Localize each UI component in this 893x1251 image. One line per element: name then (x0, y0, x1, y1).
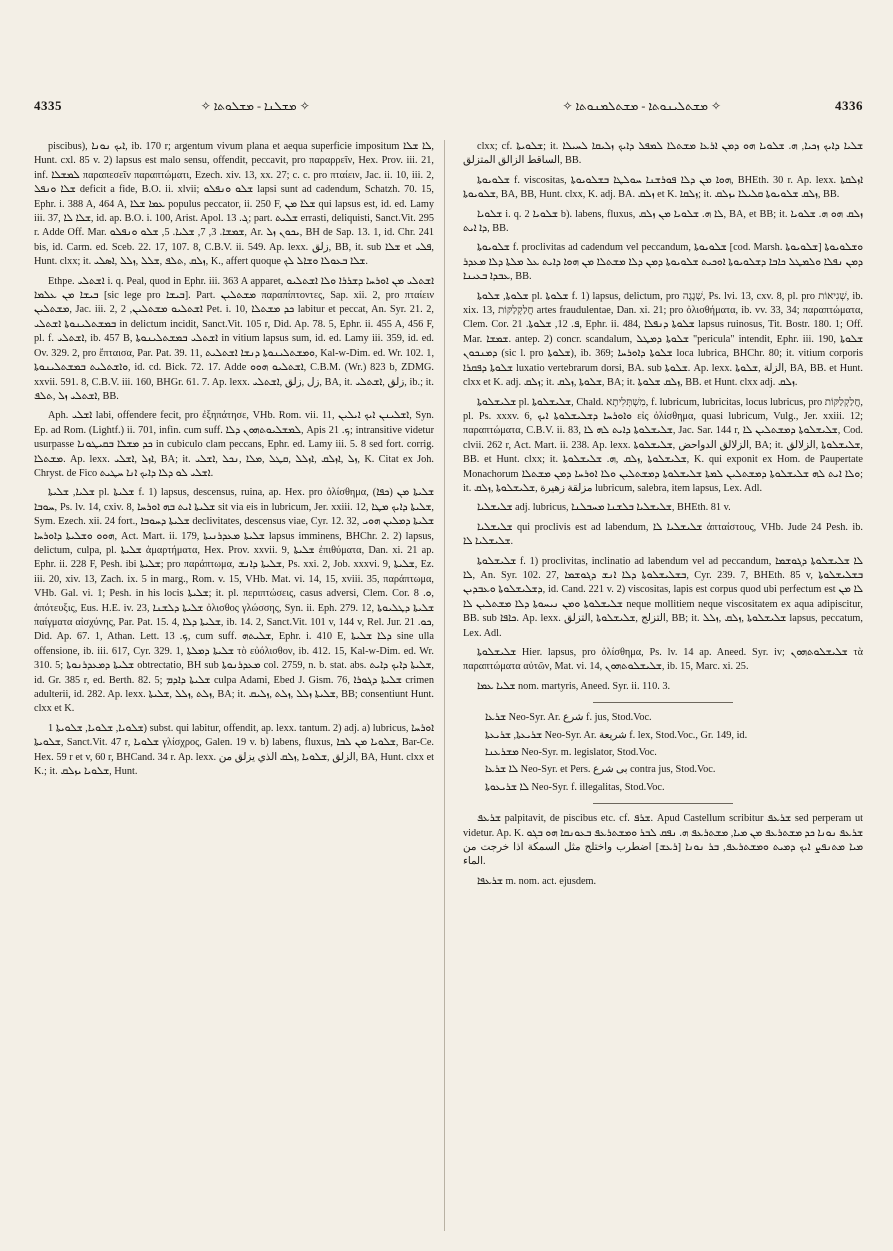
entry-paragraph: ܫܠܝܫܠܘܬܐ Hier. lapsus, pro ὀλίσθημα, Ps. lv. 14 ap. Aneed. Syr. iv; ܫܠܝܫܠܘܬܗܘܢ τὰ παραπτώματα αὐτῶν, Mat. vi. 14, ܫܠܝܫܠܘܬܗܘܢ, ib. 15, Marc. xi. 25. (463, 647, 863, 673)
two-column-body (34, 140, 863, 1231)
entry-paragraph: ܫܠܝܐ ܥܡܐ nom. martyris, Aneed. Syr. ii. 110. 3. (477, 680, 671, 692)
entry-paragraph: ܫܪܥܦܐ m. nom. act. ejusdem. (477, 875, 597, 887)
neo-syriac-entry: ܡܫܪܥܢܐ Neo-Syr. m. legislator, Stod.Voc. (485, 747, 657, 759)
entry-paragraph: ܫܪܥܦ palpitavit, de piscibus etc. cf. ܫܪܦ. Apud Castellum scribitur ܫܪܥܦ sed perperam ut videtur. Ap. K. ܫܪܥܦ ܢܘܢܐ ܟܕ ܡܫܬܪܥܦ ܡܢ ܡܝܐ, ܡܫܬܪܥܦ ܗ. ܢܦܩ ܠܒܪ ܘܡܫܬܪܥܦ ܒܥܘܢܩܐ ܗܘ ܒܓܘ ܡܝܐ ܡܬܢܦܨ ܐܝܟ ܕܡܝܬ ܘܡܫܬܪܥܦ, ܒܪ ܢܘܢܐ [ܪܥܫ] اضطرب واختلج مثل السمكة اذا خرجت من الماء. (463, 813, 863, 868)
left-page-number: 4335 (34, 98, 62, 113)
entry-paragraph: Aph. ܐܫܠܝ labi, offendere fecit, pro ἐξηπάτησε, VHb. Rom. vii. 11, ܐܫܠܝܢܢ ܐܝܟ ܐܝܠܝܢ, Syn. Ep. ad Rom. (Lightf.) ii. 701, infin. cum suff. ܠܡܫܠܝܘܬܗܘܢ ܕܠܐ, Apis ܟ. 21; intransitive videtur usurpasse ܟܕ ܡܫܠܐ ܒܩܝܛܘܢܐ in cubiculo clam peccans, Ephr. ed. Lamy iii. 5. 8 sed fort. corrig. ܡܫܬܠܐ. Ap. lexx. ܐܙܠ ,ܐܫܠܝ, BA; it. ܙܠ ,ܐܙܠܩ ,ܐܙܠܠ ,ܩܛܠ ,ܡܠܐ ,ܢܟܠ ,ܐܫܠܝ, K. Citat ex Joh. Chryst. de Fico ܐܫܠܝ ܠܘ ܕܠܐ ܕܐܝܟ ܐܢܐ ܚܛܝܬ. (34, 410, 434, 479)
entry-paragraph: ܫܠܘܝܘܬܐ f. proclivitas ad cadendum vel peccandum, ܫܠܘܝܘܬܐ [cod. Marsh. ܫܠܘܝܘܬܐ] ܘܫܠܘܝܘܬܐ ܕܡܢ ܢܦܠܐ ܘܠܡܛܠ ܟܐܒܐ ܕܫܠܘܝܘܬܐ ܐܘܟܝܬ ܫܠܘܝܘܬܐ ܕܡܢ ܕܠܐ ܡܫܬܠܐ ܡܢ ܗܘܐ ܕܐܝܬ ܥܠ ܡܠܬܐ ܕܠܐ ܡܥܕܪ ܥܒܕܐ ܒܥܝܢܐ, BB. (463, 242, 863, 283)
entry-paragraph: Ethpe. ܐܫܬܠܝ i. q. Peal, quod in Ephr. iii. 363 A apparet, ܐܫܬܠܝ ܡܢ ܐܘܪܚܐ ܕܫܪܪܐ ܘܠܐ ܐܫܬܠܝܘ ܒܝܫܐ ܡܢ ܥܠܡܐ [sic lege pro ܒܝܫܐ]. Part. ܡܫܬܠܝܢ παραπίπτοντες, Sap. xii. 2, pro πταίειν ܡܫܬܠܝܢ, Jac. iii. 2, ܐܫܬܠܝܘ ܡܫܬܠܝܢ, 2 Pet. i. 10, ܟܕ ܡܫܬܠܐ labitur et peccat, An. Syr. 21. 2, ܒܡܫܬܠܝܢܘܬܐ ܐܫܬܠܝ in delictum incidit, Sanct.Vit. 105 r, Did. Ap. 78. 5, Ephr. ii. 455 A, 456 F, pl. f. ܐܫܬܠܝ, ib. 457 B, ܐܫܬܠܝ ܒܡܫܬܠܝܢܘܬܐ in vitium lapsus sum, id. ed. Lamy iii. 359, id. ed. Ov. 329. 2, pro ἔπταισα, Par. Pat. 39. 11, ܘܡܫܬܠܝܢܘܬܐ ܕܢܫܐ ܐܫܬܠܝܬ, Kal-w-Dim. ed. Wr. 102. 1, ܘܐܫܬܠܝܬ ܒܡܫܬܠܝܢܘܬܐ, id. cd. Bick. 72. 17. Adde ܐܫܬܠܝܘ ܗܘܘ, C.B.M. (Wr.) 823 b, ZDMG. xxvii. 591. 8, C.B.V. iii. 160, BHGr. 61. 7. Ap. lexx. زل ,زلق ,ܐܫܬܠܝ, BA, it. زلق ,ܐܫܬܠܝ, ib.; it. ܐܫܬܠܝ ܙܠ ,ܬܠܦ, BB. (34, 275, 435, 402)
entry-paragraph: ܫܠܝܐ, ܫܠܝܬܐ pl. ܫܠܝܬܐ f. 1) lapsus, descensus, ruina, ap. Hex. pro ὀλίσθημα, (ܟܦܐ) ܫܠܝܬܐ ܡܢ ܚܘܒܐ, Ps. lv. 14, cxiv. 8, ܫܠܝܬܐ ܐܝܬ ܒܗ ܐܘܪܚܐ sit via eis in lubricum, Jer. xxiii. 12, ܫܠܝܬܐ ܕܐܝܟ ܡܛܐ, Sym. Ezech. xii. 24 fort., ܫܠܝܬܐ ܕܚܘܒܐ declivitates, descensus viae, Cyr. 12. 32, ܫܠܝܬܐ ܕܡܠܝܢ ܗܘܝ ܗܘܘ ܘܫܠܝܬܐ ܕܐܘܪܚܐ, Act. Mart. ii. 179, ܫܠܝܬܐ ܡܥܕܪܢܝܬܐ lapsus imminens, BHChr. 2. 2) lapsus, delictum, culpa, pl. ܫܠܝܬܐ ἁμαρτήματα, Hex. Prov. xxvii. 9, ܫܠܝܬܐ ἐπιθύματα, Dan. xi. 21 ap. Ephr. ii. 228 F, Pesh. ibi ܫܠܝܬܐ; pro παράπτωμα, ܫܠܝܬܐ ܕܐܢܫ, Ps. xxi. 2, Job. xxxvi. 9, ܫܠܝܬܐ, Ez. iii. 20, xiv. 13, Zach. ix. 5 in marg., Rom. v. 15, VHb. Mat. vi. 14, 15, xviii. 35, παράπτωμα, VHb. Gal. vi. 1; Pesh. in his locis ܫܠܝܬܐ; it. pl. περιπτώσεις, casus adversi, Clem. Cor. ܘ. 8, ἀπότευξις, Eus. H.E. iv. 23, ܫܠܝܬܐ ܕܠܫܢܐ ὀλισθος γλώσσης, Syn. ii. Eph. 279. 12, ܫܠܝܬܐ ܕܛܠܝܘܬܐ παίγματα αἰσχύνης, Par. Pat. 15. 4, ܫܠܝܬܐ ܕܠܐ, ib. 14. 2, Sanct.Vit. 101 v, 144 v, Rel. Jur. ܟܘ. 21, Did. Ap. 67. 1, Athan. Lett. ܟ. 13, cum suff. ܫܠܝܬܗ, Ephr. i. 410 E, ܕܠܐ ܫܠܝܬܐ sine ulla offensione, ib. iii. 617, Cyr. 329. 1, ܫܠܝܬܐ ܕܡܠܬܐ τὸ εὐόλισθον, ib. 412. 15, Kal-w-Dim. ed. Wr. 310. 5; ܫܠܝܬܐ ܕܡܥܕܪܢܘܬܐ obtrectatio, BH sub ܡܥܕܪܢܘܬܐ col. 2759, n. b. stat. abs. ܫܠܝܬܐ ܕܐܝܟ ܕܐܝܬ, id. Gr. 385 r, ed. Berth. 82. 5; ܫܠܝܬܐ ܕܐܕܡ culpa Adami, Ebed J. Gism. 76, ܫܠܝܬܐ ܕܓܘܪܐ crimen adulterii, id. 282. Ap. lexx. ܙܠܬ ,ܙܠܠ ,ܫܠܝܬܐ, BA; it. ܫܠܝܬܐ ܙܠܠ ,ܙܠܬ ,ܙܠܝܩ, BB; consentiunt Hunt. clxx et K. (34, 487, 435, 715)
entry-paragraph: piscibus), ܐܝܟ ܢܘܢܐ, ib. 170 r; argentum vivum plana et aequa superficie impositum ܠܐ ܫܠܐ, Hunt. cxl. 85 v. 2) lapsus est malo sensu, offendit, peccavit, pro παραρρεῖν, Hex. Prov. iii. 21, inf. ܠܡܫܠܐ παραπεσεῖν παραπτώματι, Ezech. xiv. 13, xx. 27; c. c. pro πταίειν, Jac. ii. 10, iii. 2, ܫܠܐ ܘܢܦܠ deficit a fide, B.O. ii. xlvii; ܫܠܘ ܘܢܦܠܘ lapsi sunt ad cadendum, Schatzh. 70. 15, Ephr. i. 388 A, 464 A, ܥܡܐ ܫܠܐ populus peccator, ii. 250 F, ܫܠܐ ܡܢ qui lapsus est, id. ed. Lamy iii. 37, ܫܠܐ ܠܐ, id. ap. B.O. i. 100, Arist. Apol. ܓ. 13; part. ܫܠܝܬ errasti, deliquisti, Sanct.Vit. 295 r. Adde Off. Mar. ܫܡܫܐ. 3, 7, ܫܠܝܐ. 5, ܫܠܘ ܘܢܦܠܘ, Ar. ܝܟܘܢ ܙܠ, BH de Sap. 13. 1, id. Chr. 241 bis, id. Carm. ed. Sceb. 22. 17, 107. 8, C.B.V. ii. 549. Ap. lexx. زلق, BB, it. sub ܫܠܐ et ܦܠܝ, Hunt. clxx; it. ܙܠܩ ,ܬܠܦ ,ܫܠܠ ,ܙܠܠ ,ܐܣܠܝ, K., affert quoque ܫܠܐ ܒܥܘܠܐ ܘܫܐܠ ܠܟ. (34, 141, 435, 268)
neo-syriac-section (463, 711, 863, 795)
neo-syriac-entry: ܠܐ ܫܪܥܐ Neo-Syr. et Pers. بی شرع contra jus, Stod.Voc. (485, 764, 716, 776)
entry-paragraph: ܫܠܝܫܠܘܬܐ f. 1) proclivitas, inclinatio ad labendum vel ad peccandum, ܠܐ ܫܠܝܫܠܘܬܐ ܕܓܘܫܡܐ ܠܐ, An. Syr. 102. 27, ܒܫܠܝܫܠܘܬܐ ܕܠܐ ܐܢܫ ܕܓܘܫܡܐ, Cyr. 239. 7, BHEth. 85 v, ܒܫܠܝܫܠܘܬܐ ܕܫܠܝܫܠܘܬܐ ܘܥܒܕܝܢ, id. Cand. 221 v. 2) viscositas, lapis est corpus quod ubi perfectum est ܠܐ ܡܢ ܫܠܝܫܠܘܬܐ ܘܡܢ ܢܝܚܘܬܐ ܕܠܐ ܡܫܬܠܝܢ ܠܐ neque mollitiem neque viscositatem ex aqua adipiscitur, BB. sub ܟܐܦܐ. Ap. lexx. التزلج ,ܫܠܝܫܠܘܬܐ ,التزلق, BB; it. ܫܠܝܫܠܘܬܐ ,ܙܠܩ ,ܙܠܠ lapsus, peccatum, Lex. Adl. (463, 555, 863, 639)
entry-paragraph: clxx; cf. ܫܠܘܝܬܐ; it. ܫܠܝܐ ܕܐܝܟ ܙܟܝܐ, ܗ. ܫܠܘܝܐ ܗܘ ܕܡܢ ܐܪܥܐ ܡܫܬܠܐ ܠܡܦܠ ܕܐܝܟ ܙܠܝܩܐ ܠܚܝܠܐ الساقط الزالق المتزلق, BB. (463, 141, 863, 167)
left-column (34, 140, 445, 1231)
entry-paragraph: ܫܠܘܬܐ, ܫܠܘܬܐ pl. ܫܠܘܬܐ f. 1) lapsus, delictum, pro שְׁגָגָה, Ps. lvi. 13, cxv. 8, pl. pro שְׁגִיאוֹת, ib. xix. 13, חֲלַקְלַקּוֹת artes fraudulentae, Dan. xi. 21; pro ὀλισθήματα, ib. vv. 33, 34; παραπτώματα, Clem. Cor. ܦ. 12, ܫܠܘܬܐ. 21, Ephr. ii. 484, ܫܠܘܬܐ ܕܢܦܠܐ lapsus ruinosus, Tit. Bostr. 180. 1; Off. Mar. ܫܡܫܐ. antep. 2) concr. scandalum, ܫܠܘܬܐ ܕܡܛܠ "pericula" intendit, Ephr. iii. 190, ܫܠܘܬܐ ܕܡܢܟܘܢ (sic l. pro ܫܠܘܬܐ), ib. 369; ܫܠܘܬܐ ܕܐܘܪܚܐ loca lubrica, BHChr. 80; it. vitium corporis ܫܠܘܬܐ ܕܦܩܪܐ luxatio vertebrarum dorsi, BA. sub ܫܠܘܬܐ. Ap. lexx. الزلة ,ܫܠܘܬܐ, BA, BB. et Hunt. clxx et K. adj. ܙܠܩ; it. ܫܠܘܬܐ ,ܙܠܩ, BA; it. ܙܠܩ ܫܠܘܬܐ, BB. et Hunt. clxx adj. ܙܠܩ. (463, 290, 863, 389)
right-page-number: 4336 (835, 98, 863, 113)
neo-syriac-entry: ܫܪܥܐ Neo-Syr. Ar. شرع f. jus, Stod.Voc. (485, 712, 652, 724)
entry-paragraph: ܫܠܝܫܠܝܐ adj. lubricus, ܫܠܝܫܠܝܐ ܒܠܫܢܐ ܡܚܒܠܢܐ, BHEth. 81 v. (477, 502, 731, 514)
entry-paragraph: ܫܠܝܫܠܝܐ qui proclivis est ad labendum, ܫܠܝܫܠܝܐ ܠܐ ἀπταίστους, VHb. Jude 24 Pesh. ib. ܫܠܝܫܠܝܐ ܠܐ. (463, 521, 863, 548)
left-running-title: ✧ ܡܫܠܢܐ - ܡܫܠܘܬܐ ✧ (200, 98, 310, 113)
entry-paragraph: ܫܠܘܝܐ i. q. ܫܠܘܝܐ 2 b). labens, fluxus, ܠܐ ܗ. ܫܠܘܝܐ ܡܢ ܙܠܩ, BA, et BB; it. ܙܠܩ ܗܘ ܗ. ܫܠܘܝܐ ܕܐ ܐܝܬ, BB. (463, 208, 863, 235)
right-column (463, 140, 863, 1231)
section-divider (593, 803, 733, 804)
section-divider (593, 702, 733, 703)
neo-syriac-entry: ܫܪܝܥܬܐ, ܫܪܝܥܬܐ Neo-Syr. Ar. شريعة f. lex, Stod.Voc., Gr. 149, id. (485, 729, 748, 741)
right-running-title: ✧ ܡܫܬܠܝܢܘܬܐ - ܡܫܬܠܡܢܘܬܐ ✧ (562, 98, 722, 113)
entry-paragraph: ܫܠܝܫܠܘܬܐ pl. ܫܠܝܫܠܘܬܐ, Chald. מִשְׁתְּלִיתָא, f. lubricum, lubricitas, locus lubricus, pro חֲלַקְלַקּוֹת, pl. Ps. xxxv. 6, ܘܐܘܪܚܐ ܕܫܠܝܫܠܘܬܐ ܐܝܟ εἰς ὀλίσθημα, quasi lubricum, Vulg., Jer. xxiii. 12; παραπτώματα, C.B.V. ii. 83, ܫܠܝܫܠܘܬܐ ܕܐܝܬ ܠܗ ܠܐ, Jac. Sar. 144 r, ܫܠܝܫܠܘܬܐ ܕܡܫܬܠܝܢ ܠܐ, Cod. clvii. 262 r, Act. Mart. ii. 238. Ap. lexx. الزلالق الدواحض ,ܫܠܝܫܠܘܬܐ, BA; it. ܫܠܝܫܠܘܬܐ ,الزلالق, BB. et Hunt. clxx; it. ܫܠܝܫܠܘܬܐ ,ܙܠܩ ,ܗ. ܫܠܝܫܠܘܬܐ, K. qui exponit ex Hom. de Paupertate Monachorum ܘܠܐ ܐܝܬ ܠܗ ܫܠܝܫܠܘܬܐ ܕܡܫܬܠܝܢ ܠܡܬܐ ܫܠܝܫܠܘܬܐ ܕܡܫܬܠܝܢ ܘܠܐ ܐܘܪܚܐ ܕܡܢ ܡܫܬܠܐ; it. مزلقة زهيرة ,ܫܠܝܫܠܘܬܐ ,ܙܠܩ lubricum, salebra, item lapsus, Lex. Adl. (463, 396, 863, 494)
neo-syriac-entry: ܠܐ ܫܪܝܥܘܬܐ Neo-Syr. f. illegalitas, Stod.Voc. (485, 781, 665, 793)
page-header (34, 96, 863, 116)
entry-paragraph: ܫܠܘܝܘܬܐ f. viscositas, ܗܘܐ ܡܢ ܕܠܐ ܦܘܪܫܢܐ ܚܘܠܛܐ ܒܫܠܘܝܘܬܐ, BHEth. 30 r. Ap. lexx. ܐܙܠܩܬܐ ܫܠܘܝܘܬܐ, BA, BB, Hunt. clxx, K. adj. BA. ܙܠܩ et K. ܙܠܩܐ; it. ܙܠܩ ܫܠܘܝܘܬܐ ܩܠܝܠܐ ܝܙܠܩ, BB. (463, 174, 863, 201)
entry-paragraph: ܫܠܘܝܐ, ܫܠܘܝܐ, ܫܠܘܝܬܐ 1) subst. qui labitur, offendit, ap. lexx. tantum. 2) adj. a) lubricus, ܐܘܪܚܐ ܫܠܘܝܬܐ, Sanct.Vit. 47 r, ܫܠܘܝܐ γλίσχρος, Galen. 19 v. b) labens, fluxus, ܫܠܘܝܐ ܡܢ ܠܒܐ, Bar-Ce. Hex. 59 r et v, 60 r, BHCand. 34 r. Ap. lexx. الزلق ,ܫܠܘܝܐ ,ܙܠܩ الذي يزلق من, BA, Hunt. clxx et K.; it. ܫܠܘܝܐ ܝܙܠܩ, Hunt. (34, 722, 435, 778)
